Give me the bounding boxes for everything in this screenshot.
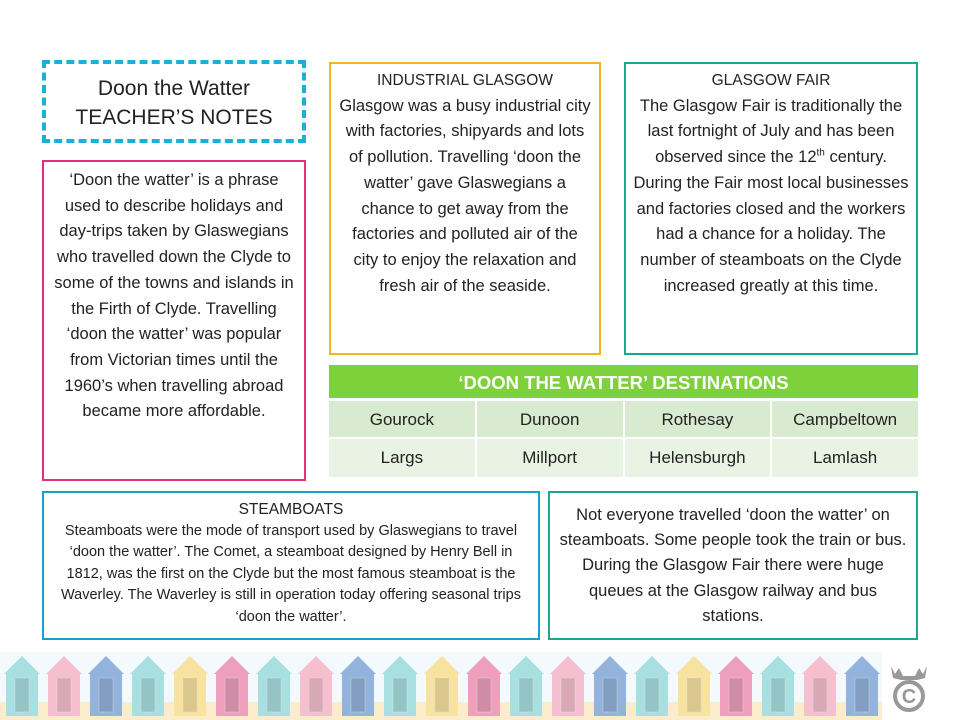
title-line2: TEACHER’S NOTES [75, 106, 273, 129]
glasgow-fair-box [624, 62, 918, 355]
table-cell: Largs [329, 439, 477, 477]
fair-heading: GLASGOW FAIR [711, 72, 831, 89]
destinations-heading: ‘DOON THE WATTER’ DESTINATIONS [329, 365, 918, 401]
steamboats-box [42, 491, 540, 640]
fair-text-b: century. During the Fair most local businesses and factories closed and the workers had a chance for a holiday. The number of steamboats on the Clyde increased greatly at this time. [633, 148, 909, 295]
svg-text:C: C [901, 686, 917, 708]
steamboats-heading: STEAMBOATS [238, 501, 344, 518]
other-text: Not everyone travelled ‘doon the watter’ on steamboats. Some people took the train or bus. During the Glasgow Fair there were huge queues at the Glasgow railway and bus stations. [559, 506, 907, 625]
beach-huts-banner [0, 652, 882, 720]
copyright-moose-logo-icon [885, 660, 933, 715]
table-cell: Helensburgh [625, 439, 773, 477]
table-row [329, 401, 918, 439]
title-line1: Doon the Watter [97, 77, 251, 100]
intro-box [42, 160, 306, 481]
destinations-table [329, 365, 918, 477]
steamboats-text: Steamboats were the mode of transport used by Glaswegians to travel ‘doon the watter’. The Comet, a steamboat designed by Henry Bell in 1812, was the first on the Clyde but the most famous steamboat is the Waverley. The Waverley is still in operation today offering seasonal trips ‘doon the watter’. [61, 522, 521, 625]
table-cell: Lamlash [812, 448, 878, 467]
table-cell: Millport [477, 439, 625, 477]
industrial-heading: INDUSTRIAL GLASGOW [377, 72, 553, 89]
table-cell: Rothesay [625, 401, 773, 437]
intro-text: ‘Doon the watter’ is a phrase used to describe holidays and day-trips taken by Glaswegians who travelled down the Clyde to some of the towns and islands in the Firth of Clyde. Travelling ‘doon the watter’ was popular from Victorian times until the 1960’s when travelling abroad became more affordable. [54, 171, 294, 421]
fair-text-a: The Glasgow Fair is traditionally the last fortnight of July and has been observed since the 12 [639, 96, 903, 167]
fair-text [632, 94, 910, 300]
other-transport-box [548, 491, 918, 640]
fair-sup: th [816, 147, 825, 159]
title-box [42, 60, 306, 143]
table-cell: Campbeltown [793, 410, 898, 429]
table-cell: Dunoon [477, 401, 625, 437]
industrial-glasgow-box [329, 62, 601, 355]
table-cell: Gourock [329, 401, 477, 437]
industrial-text: Glasgow was a busy industrial city with factories, shipyards and lots of pollution. Travelling ‘doon the watter’ gave Glaswegians a chance to get away from the factories and polluted air of the city to enjoy the relaxation and fresh air of the seaside. [339, 96, 591, 295]
table-row [329, 439, 918, 477]
